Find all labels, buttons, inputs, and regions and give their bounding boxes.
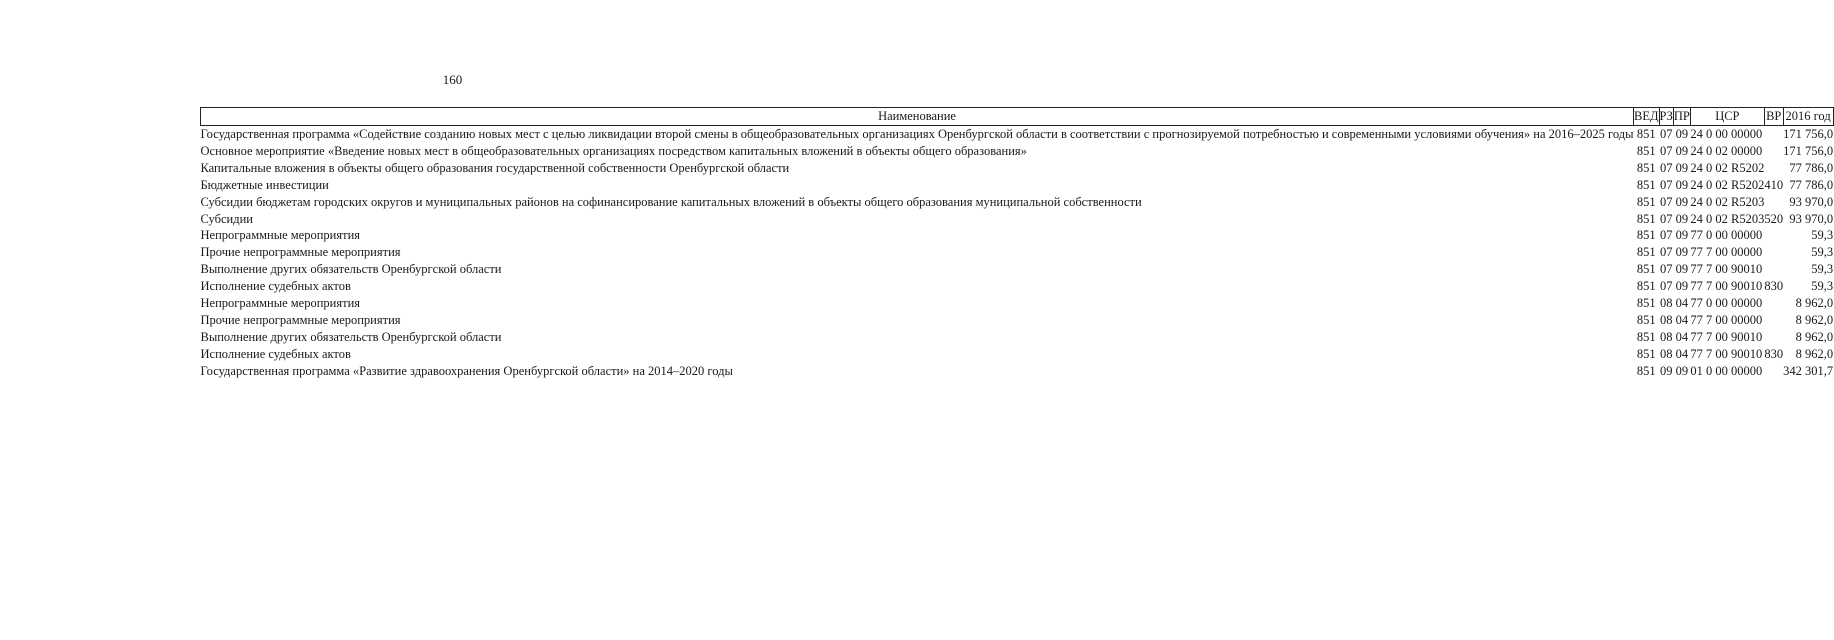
cell-csr: 24 0 00 00000: [1690, 127, 1763, 141]
cell-name: Выполнение других обязательств Оренбургской области: [200, 262, 502, 277]
cell-amount: 59,3: [1811, 262, 1834, 277]
cell-vr: [1764, 227, 1783, 244]
cell-name: Государственная программа «Развитие здравоохранения Оренбургской области» на 2014–2020 годы: [200, 363, 733, 378]
table-row: [201, 261, 1834, 278]
cell-vr: [1764, 143, 1783, 160]
cell-amount: 8 962,0: [1795, 346, 1834, 361]
cell-csr: 77 7 00 00000: [1690, 245, 1763, 260]
cell-name: Субсидии: [200, 211, 253, 226]
cell-amount: 59,3: [1811, 279, 1834, 294]
cell-ved: 851: [1636, 262, 1656, 277]
cell-name: Прочие непрограммные мероприятия: [200, 245, 401, 260]
cell-amount: 59,3: [1811, 245, 1834, 260]
cell-name: Бюджетные инвестиции: [200, 177, 329, 192]
cell-pr: 09: [1675, 143, 1689, 158]
table-row: [201, 194, 1834, 211]
table-row: [201, 177, 1834, 194]
cell-vr: [1764, 194, 1783, 211]
cell-rz: 08: [1659, 346, 1673, 361]
budget-table: [200, 107, 1834, 380]
cell-vr: [1764, 363, 1783, 380]
cell-pr: 04: [1675, 312, 1689, 327]
cell-vr: [1764, 160, 1783, 177]
cell-name: Государственная программа «Содействие созданию новых мест с целью ликвидации второй смены в общеобразовательных организациях Оренбургской области в соответствии с прогнозируемой потребностью и современными условиями обучения» на 2016–2025 годы: [200, 127, 1634, 141]
cell-csr: 77 7 00 90010: [1690, 279, 1763, 294]
cell-pr: 09: [1675, 127, 1689, 141]
cell-csr: 77 0 00 00000: [1690, 296, 1763, 311]
cell-amount: 77 786,0: [1789, 160, 1834, 175]
table-row: [201, 160, 1834, 177]
cell-rz: 07: [1659, 143, 1673, 158]
header-ved: ВЕД: [1634, 108, 1660, 126]
cell-ved: 851: [1636, 245, 1656, 260]
cell-csr: 24 0 02 R5202: [1690, 177, 1765, 192]
cell-pr: 09: [1675, 194, 1689, 209]
cell-vr: [1764, 261, 1783, 278]
cell-ved: 851: [1636, 127, 1656, 141]
cell-amount: 59,3: [1811, 228, 1834, 243]
cell-amount: 8 962,0: [1795, 312, 1834, 327]
header-amount: 2016 год: [1783, 108, 1833, 126]
cell-name: Основное мероприятие «Введение новых мест в общеобразовательных организациях посредством капитальных вложений в объекты общего образования»: [200, 143, 1027, 158]
cell-pr: 09: [1675, 177, 1689, 192]
cell-name: Субсидии бюджетам городских округов и муниципальных районов на софинансирование капитальных вложений в объекты общего образования муниципальной собственности: [200, 194, 1142, 209]
cell-vr: [1764, 295, 1783, 312]
cell-rz: 08: [1659, 312, 1673, 327]
table-row: [201, 227, 1834, 244]
cell-pr: 04: [1675, 296, 1689, 311]
cell-csr: 77 7 00 90010: [1690, 262, 1763, 277]
cell-vr: 410: [1764, 177, 1784, 192]
header-vr: ВР: [1764, 108, 1783, 126]
table-header: [201, 108, 1834, 126]
cell-rz: 07: [1659, 245, 1673, 260]
cell-ved: 851: [1636, 329, 1656, 344]
cell-name: Непрограммные мероприятия: [200, 228, 361, 243]
cell-amount: 171 756,0: [1783, 127, 1834, 141]
cell-amount: 342 301,7: [1783, 363, 1834, 378]
cell-csr: 01 0 00 00000: [1690, 363, 1763, 378]
cell-rz: 07: [1659, 194, 1673, 209]
cell-csr: 24 0 02 00000: [1690, 143, 1763, 158]
table-row: [201, 363, 1834, 380]
cell-csr: 24 0 02 R5203: [1690, 194, 1765, 209]
cell-amount: 8 962,0: [1795, 296, 1834, 311]
table-body: [201, 126, 1834, 380]
table-row: [201, 295, 1834, 312]
cell-amount: 93 970,0: [1789, 194, 1834, 209]
table-row: [201, 278, 1834, 295]
cell-name: Непрограммные мероприятия: [200, 296, 361, 311]
cell-csr: 77 7 00 00000: [1690, 312, 1763, 327]
cell-name: Исполнение судебных актов: [200, 279, 351, 294]
cell-rz: 07: [1659, 262, 1673, 277]
cell-pr: 09: [1675, 245, 1689, 260]
cell-name: Капитальные вложения в объекты общего образования государственной собственности Оренбургской области: [200, 160, 790, 175]
cell-ved: 851: [1636, 143, 1656, 158]
table-row: [201, 143, 1834, 160]
cell-rz: 07: [1659, 160, 1673, 175]
cell-ved: 851: [1636, 177, 1656, 192]
cell-vr: 520: [1764, 211, 1784, 226]
cell-ved: 851: [1636, 346, 1656, 361]
cell-csr: 77 7 00 90010: [1690, 346, 1763, 361]
cell-pr: 09: [1675, 279, 1689, 294]
table-row: [201, 126, 1834, 143]
cell-pr: 09: [1675, 160, 1689, 175]
header-rz: РЗ: [1659, 108, 1673, 126]
cell-pr: 04: [1675, 346, 1689, 361]
cell-amount: 171 756,0: [1783, 143, 1834, 158]
cell-rz: 08: [1659, 296, 1673, 311]
cell-ved: 851: [1636, 228, 1656, 243]
header-csr: ЦСР: [1690, 108, 1764, 126]
cell-vr: 830: [1764, 346, 1784, 361]
cell-rz: 09: [1659, 363, 1673, 378]
table-row: [201, 329, 1834, 346]
page-number: 160: [442, 72, 463, 87]
cell-name: Выполнение других обязательств Оренбургской области: [200, 329, 502, 344]
cell-vr: 830: [1764, 279, 1784, 294]
cell-ved: 851: [1636, 279, 1656, 294]
cell-vr: [1764, 244, 1783, 261]
cell-rz: 07: [1659, 279, 1673, 294]
cell-pr: 09: [1675, 228, 1689, 243]
cell-pr: 09: [1675, 211, 1689, 226]
cell-ved: 851: [1636, 363, 1656, 378]
cell-amount: 93 970,0: [1789, 211, 1834, 226]
cell-rz: 07: [1659, 127, 1673, 141]
header-name: Наименование: [201, 108, 1634, 126]
cell-csr: 77 0 00 00000: [1690, 228, 1763, 243]
cell-ved: 851: [1636, 296, 1656, 311]
table-row: [201, 211, 1834, 228]
header-pr: ПР: [1673, 108, 1690, 126]
cell-ved: 851: [1636, 211, 1656, 226]
cell-pr: 09: [1675, 363, 1689, 378]
cell-ved: 851: [1636, 160, 1656, 175]
cell-amount: 77 786,0: [1789, 177, 1834, 192]
cell-rz: 08: [1659, 329, 1673, 344]
table-row: [201, 312, 1834, 329]
cell-name: Прочие непрограммные мероприятия: [200, 312, 401, 327]
table-row: [201, 346, 1834, 363]
cell-rz: 07: [1659, 228, 1673, 243]
cell-pr: 09: [1675, 262, 1689, 277]
cell-rz: 07: [1659, 177, 1673, 192]
cell-csr: 24 0 02 R5202: [1690, 160, 1765, 175]
cell-csr: 24 0 02 R5203: [1690, 211, 1765, 226]
cell-vr: [1764, 329, 1783, 346]
cell-ved: 851: [1636, 194, 1656, 209]
cell-csr: 77 7 00 90010: [1690, 329, 1763, 344]
cell-vr: [1764, 312, 1783, 329]
cell-ved: 851: [1636, 312, 1656, 327]
cell-pr: 04: [1675, 329, 1689, 344]
table-row: [201, 244, 1834, 261]
cell-vr: [1764, 126, 1783, 143]
cell-rz: 07: [1659, 211, 1673, 226]
cell-amount: 8 962,0: [1795, 329, 1834, 344]
cell-name: Исполнение судебных актов: [200, 346, 351, 361]
